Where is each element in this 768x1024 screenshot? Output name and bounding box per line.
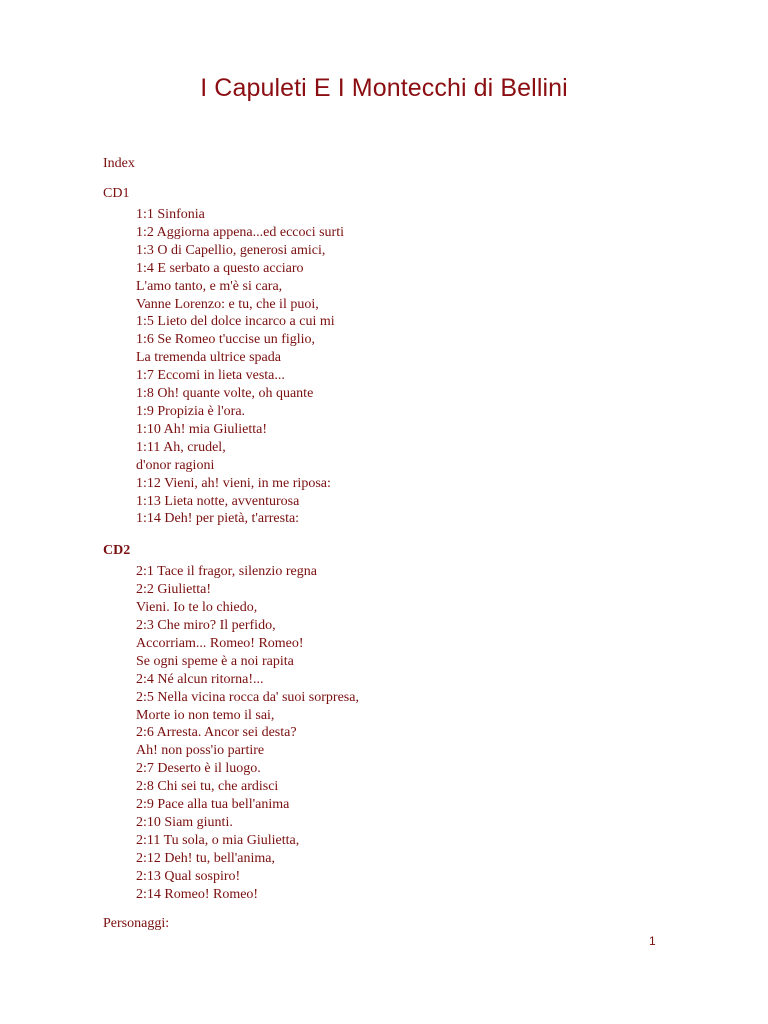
page-number: 1 xyxy=(649,934,656,948)
cd1-track-item: 1:10 Ah! mia Giulietta! xyxy=(136,421,268,437)
cd1-track-item: 1:12 Vieni, ah! vieni, in me riposa: xyxy=(136,475,331,491)
cd2-track-item: 2:5 Nella vicina rocca da' suoi sorpresa, xyxy=(136,689,359,705)
cd2-track-item: 2:12 Deh! tu, bell'anima, xyxy=(136,850,275,866)
cd1-heading: CD1 xyxy=(103,186,130,201)
cd1-track-item: 1:5 Lieto del dolce incarco a cui mi xyxy=(136,314,335,330)
cd1-track-item: 1:14 Deh! per pietà, t'arresta: xyxy=(136,511,300,527)
cd2-track-item: 2:13 Qual sospiro! xyxy=(136,868,241,884)
cd2-section xyxy=(103,542,703,903)
page-title: I Capuleti E I Montecchi di Bellini xyxy=(200,74,568,102)
cd1-track-item: 1:6 Se Romeo t'uccise un figlio, xyxy=(136,332,316,348)
cd1-track-item: 1:7 Eccomi in lieta vesta... xyxy=(136,368,285,384)
cd1-track-item: 1:3 O di Capellio, generosi amici, xyxy=(136,242,326,258)
cd2-track-item: Se ogni speme è a noi rapita xyxy=(136,653,294,669)
cd2-track-item: 2:3 Che miro? Il perfido, xyxy=(136,618,276,634)
cd1-track-item: 1:9 Propizia è l'ora. xyxy=(136,403,246,419)
cd1-track-item: Vanne Lorenzo: e tu, che il puoi, xyxy=(136,296,319,312)
cd1-track-item: La tremenda ultrice spada xyxy=(136,350,281,366)
cd1-track-item: 1:8 Oh! quante volte, oh quante xyxy=(136,386,314,402)
index-label: Index xyxy=(103,156,135,171)
cd2-track-item: Vieni. Io te lo chiedo, xyxy=(136,600,258,616)
document-body xyxy=(103,155,703,932)
cd1-track-item: 1:1 Sinfonia xyxy=(136,207,205,222)
personaggi-label: Personaggi: xyxy=(103,915,170,931)
cd1-track-item: 1:2 Aggiorna appena...ed eccoci surti xyxy=(136,224,344,240)
cd1-track-item: 1:4 E serbato a questo acciaro xyxy=(136,260,304,276)
cd2-track-list xyxy=(103,563,703,903)
cd2-track-item: 2:11 Tu sola, o mia Giulietta, xyxy=(136,832,300,848)
cd2-track-item: Accorriam... Romeo! Romeo! xyxy=(136,635,304,651)
cd2-track-item: Morte io non temo il sai, xyxy=(136,707,275,723)
cd2-track-item: 2:8 Chi sei tu, che ardisci xyxy=(136,779,279,795)
cd2-track-item: 2:2 Giulietta! xyxy=(136,582,212,598)
cd1-track-item: d'onor ragioni xyxy=(136,457,215,473)
cd1-track-item: 1:13 Lieta notte, avventurosa xyxy=(136,493,300,509)
cd2-heading: CD2 xyxy=(103,543,131,559)
cd2-track-item: 2:7 Deserto è il luogo. xyxy=(136,761,261,777)
cd2-track-item: 2:4 Né alcun ritorna!... xyxy=(136,671,264,687)
cd2-track-item: Ah! non poss'io partire xyxy=(136,743,265,759)
cd2-track-item: 2:9 Pace alla tua bell'anima xyxy=(136,797,290,813)
cd2-track-item: 2:1 Tace il fragor, silenzio regna xyxy=(136,564,317,580)
cd2-track-item: 2:10 Siam giunti. xyxy=(136,815,233,830)
cd1-track-item: 1:11 Ah, crudel, xyxy=(136,439,226,455)
cd1-track-list xyxy=(103,206,703,528)
cd1-track-item: L'amo tanto, e m'è si cara, xyxy=(136,278,283,294)
cd2-track-item: 2:6 Arresta. Ancor sei desta? xyxy=(136,725,297,741)
cd2-track-item: 2:14 Romeo! Romeo! xyxy=(136,886,259,902)
cd1-section xyxy=(103,185,703,528)
